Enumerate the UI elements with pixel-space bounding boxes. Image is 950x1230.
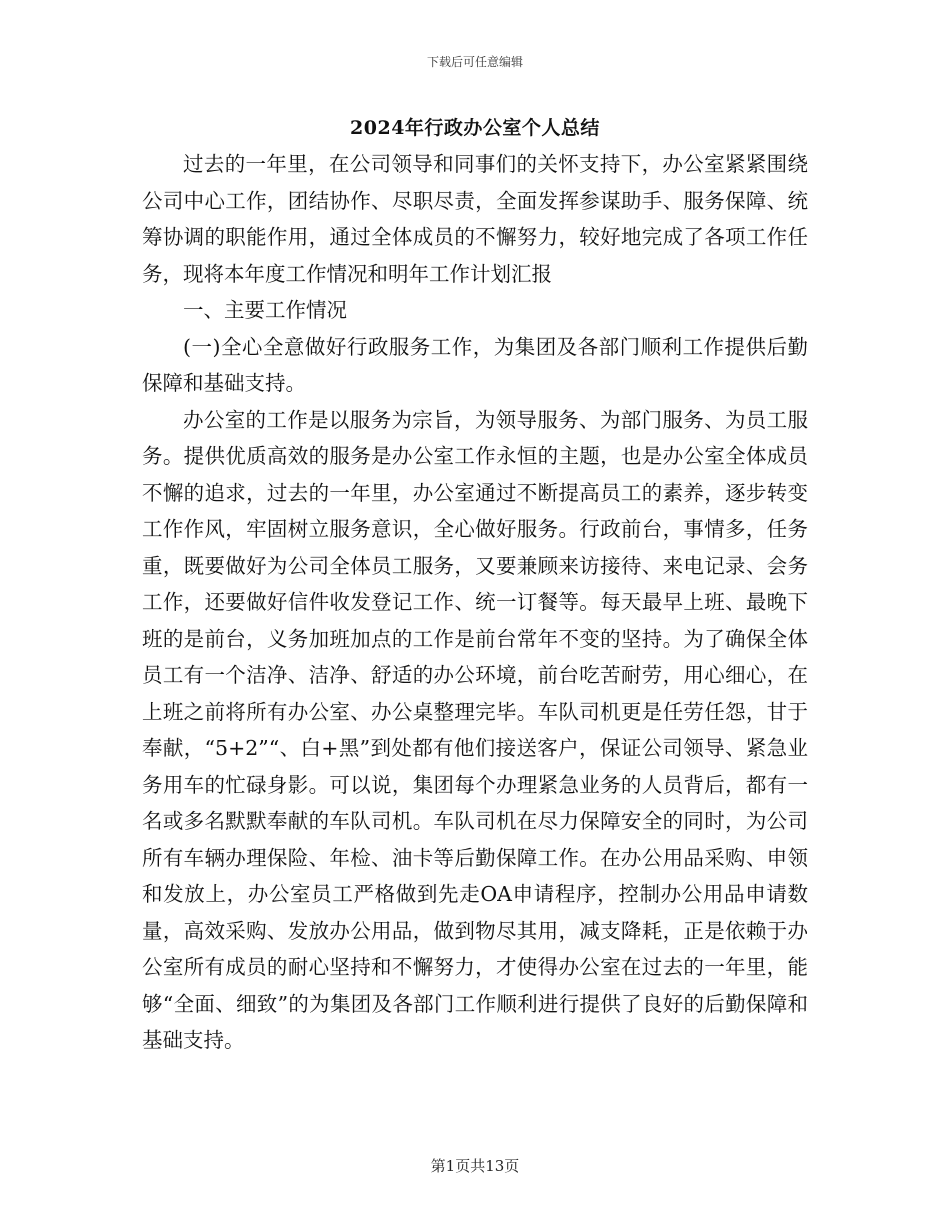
- paragraph-office-service: 办公室的工作是以服务为宗旨，为领导服务、为部门服务、为员工服务。提供优质高效的服务是办公室工作永恒的主题，也是办公室全体成员不懈的追求，过去的一年里，办公室通过不断提高员工的素养，逐步转变工作作风，牢固树立服务意识，全心做好服务。行政前台，事情多，任务重，既要做好为公司全体员工服务，又要兼顾来访接待、来电记录、会务工作，还要做好信件收发登记工作、统一订餐等。每天最早上班、最晚下班的是前台，义务加班加点的工作是前台常年不变的坚持。为了确保全体员工有一个洁净、洁净、舒适的办公环境，前台吃苦耐劳，用心细心，在上班之前将所有办公室、办公桌整理完毕。车队司机更是任劳任怨，甘于奉献，“5+2”“、白+黑”到处都有他们接送客户，保证公司领导、紧急业务用车的忙碌身影。可以说，集团每个办理紧急业务的人员背后，都有一名或多名默默奉献的车队司机。车队司机在尽力保障安全的同时，为公司所有车辆办理保险、年检、油卡等后勤保障工作。在办公用品采购、申领和发放上，办公室员工严格做到先走OA申请程序，控制办公用品申请数量，高效采购、发放办公用品，做到物尽其用，减支降耗，正是依赖于办公室所有成员的耐心坚持和不懈努力，才使得办公室在过去的一年里，能够“全面、细致”的为集团及各部门工作顺利进行提供了良好的后勤保障和基础支持。: [142, 407, 808, 1052]
- paragraph-intro: 过去的一年里，在公司领导和同事们的关怀支持下，办公室紧紧围绕公司中心工作，团结协作、尽职尽责，全面发挥参谋助手、服务保障、统筹协调的职能作用，通过全体成员的不懈努力，较好地完成了各项工作任务，现将本年度工作情况和明年工作计划汇报: [142, 152, 808, 286]
- header-note: 下载后可任意编辑: [426, 55, 523, 69]
- document-title: 2024年行政办公室个人总结: [350, 117, 600, 139]
- page-number: 第1页共13页: [430, 1157, 520, 1175]
- section-heading-main-work: 一、主要工作情况: [183, 298, 347, 322]
- document-body: [142, 146, 808, 1059]
- subsection-heading-admin-service: (一)全心全意做好行政服务工作，为集团及各部门顺利工作提供后勤保障和基础支持。: [142, 334, 808, 395]
